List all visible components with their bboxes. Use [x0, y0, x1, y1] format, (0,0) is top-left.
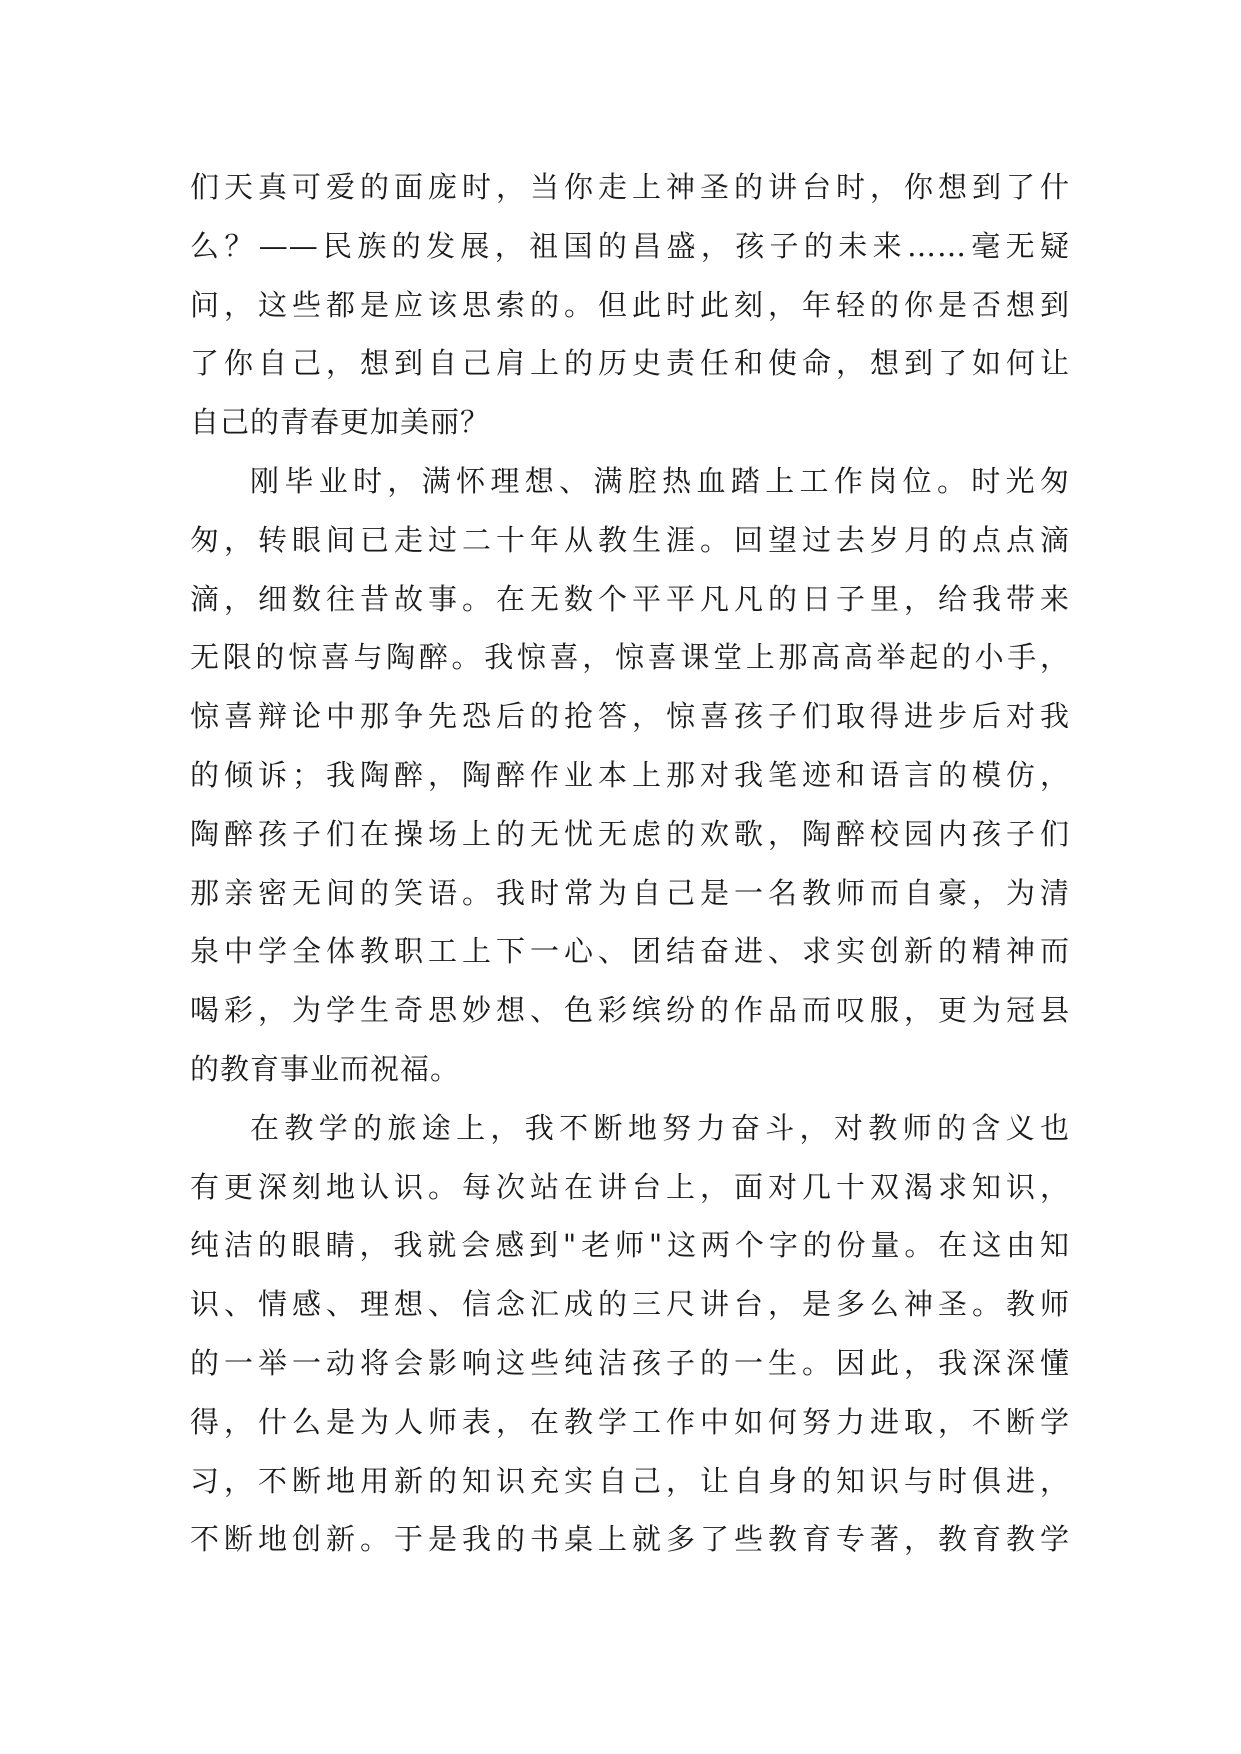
text-line: 有更深刻地认识。每次站在讲台上，面对几十双渴求知识，: [190, 1169, 1070, 1204]
text-line: 的倾诉；我陶醉，陶醉作业本上那对我笔迹和语言的模仿，: [190, 757, 1070, 792]
text-line: 么？——民族的发展，祖国的昌盛，孩子的未来……毫无疑: [190, 228, 1070, 263]
text-line: 那亲密无间的笑语。我时常为自己是一名教师而自豪，为清: [190, 875, 1070, 910]
text-line: 识、情感、理想、信念汇成的三尺讲台，是多么神圣。教师: [190, 1287, 1070, 1322]
text-line: 滴，细数往昔故事。在无数个平平凡凡的日子里，给我带来: [190, 581, 1070, 616]
text-line: 泉中学全体教职工上下一心、团结奋进、求实创新的精神而: [190, 934, 1070, 969]
text-line: 纯洁的眼睛，我就会感到"老师"这两个字的份量。在这由知: [190, 1228, 1070, 1263]
text-line: 的一举一动将会影响这些纯洁孩子的一生。因此，我深深懂: [190, 1345, 1070, 1380]
text-line: 刚毕业时，满怀理想、满腔热血踏上工作岗位。时光匆: [250, 463, 1070, 498]
text-line: 喝彩，为学生奇思妙想、色彩缤纷的作品而叹服，更为冠县: [190, 993, 1070, 1028]
text-line: 得，什么是为人师表，在教学工作中如何努力进取，不断学: [190, 1404, 1070, 1439]
text-line: 在教学的旅途上，我不断地努力奋斗，对教师的含义也: [250, 1110, 1070, 1145]
text-line: 自己的青春更加美丽？: [190, 405, 491, 440]
text-line: 习，不断地用新的知识充实自己，让自身的知识与时俱进，: [190, 1463, 1070, 1498]
text-line: 们天真可爱的面庞时，当你走上神圣的讲台时，你想到了什: [190, 170, 1070, 204]
text-line: 陶醉孩子们在操场上的无忧无虑的欢歌，陶醉校园内孩子们: [190, 816, 1070, 851]
text-line: 匆，转眼间已走过二十年从教生涯。回望过去岁月的点点滴: [190, 522, 1070, 557]
document-body-text: [190, 158, 1070, 1569]
text-line: 不断地创新。于是我的书桌上就多了些教育专著，教育教学: [190, 1522, 1070, 1557]
text-line: 问，这些都是应该思索的。但此时此刻，年轻的你是否想到: [190, 287, 1070, 322]
text-line: 无限的惊喜与陶醉。我惊喜，惊喜课堂上那高高举起的小手，: [190, 640, 1070, 675]
text-line: 了你自己，想到自己肩上的历史责任和使命，想到了如何让: [190, 346, 1070, 381]
text-line: 的教育事业而祝福。: [190, 1051, 461, 1086]
text-line: 惊喜辩论中那争先恐后的抢答，惊喜孩子们取得进步后对我: [190, 699, 1070, 734]
